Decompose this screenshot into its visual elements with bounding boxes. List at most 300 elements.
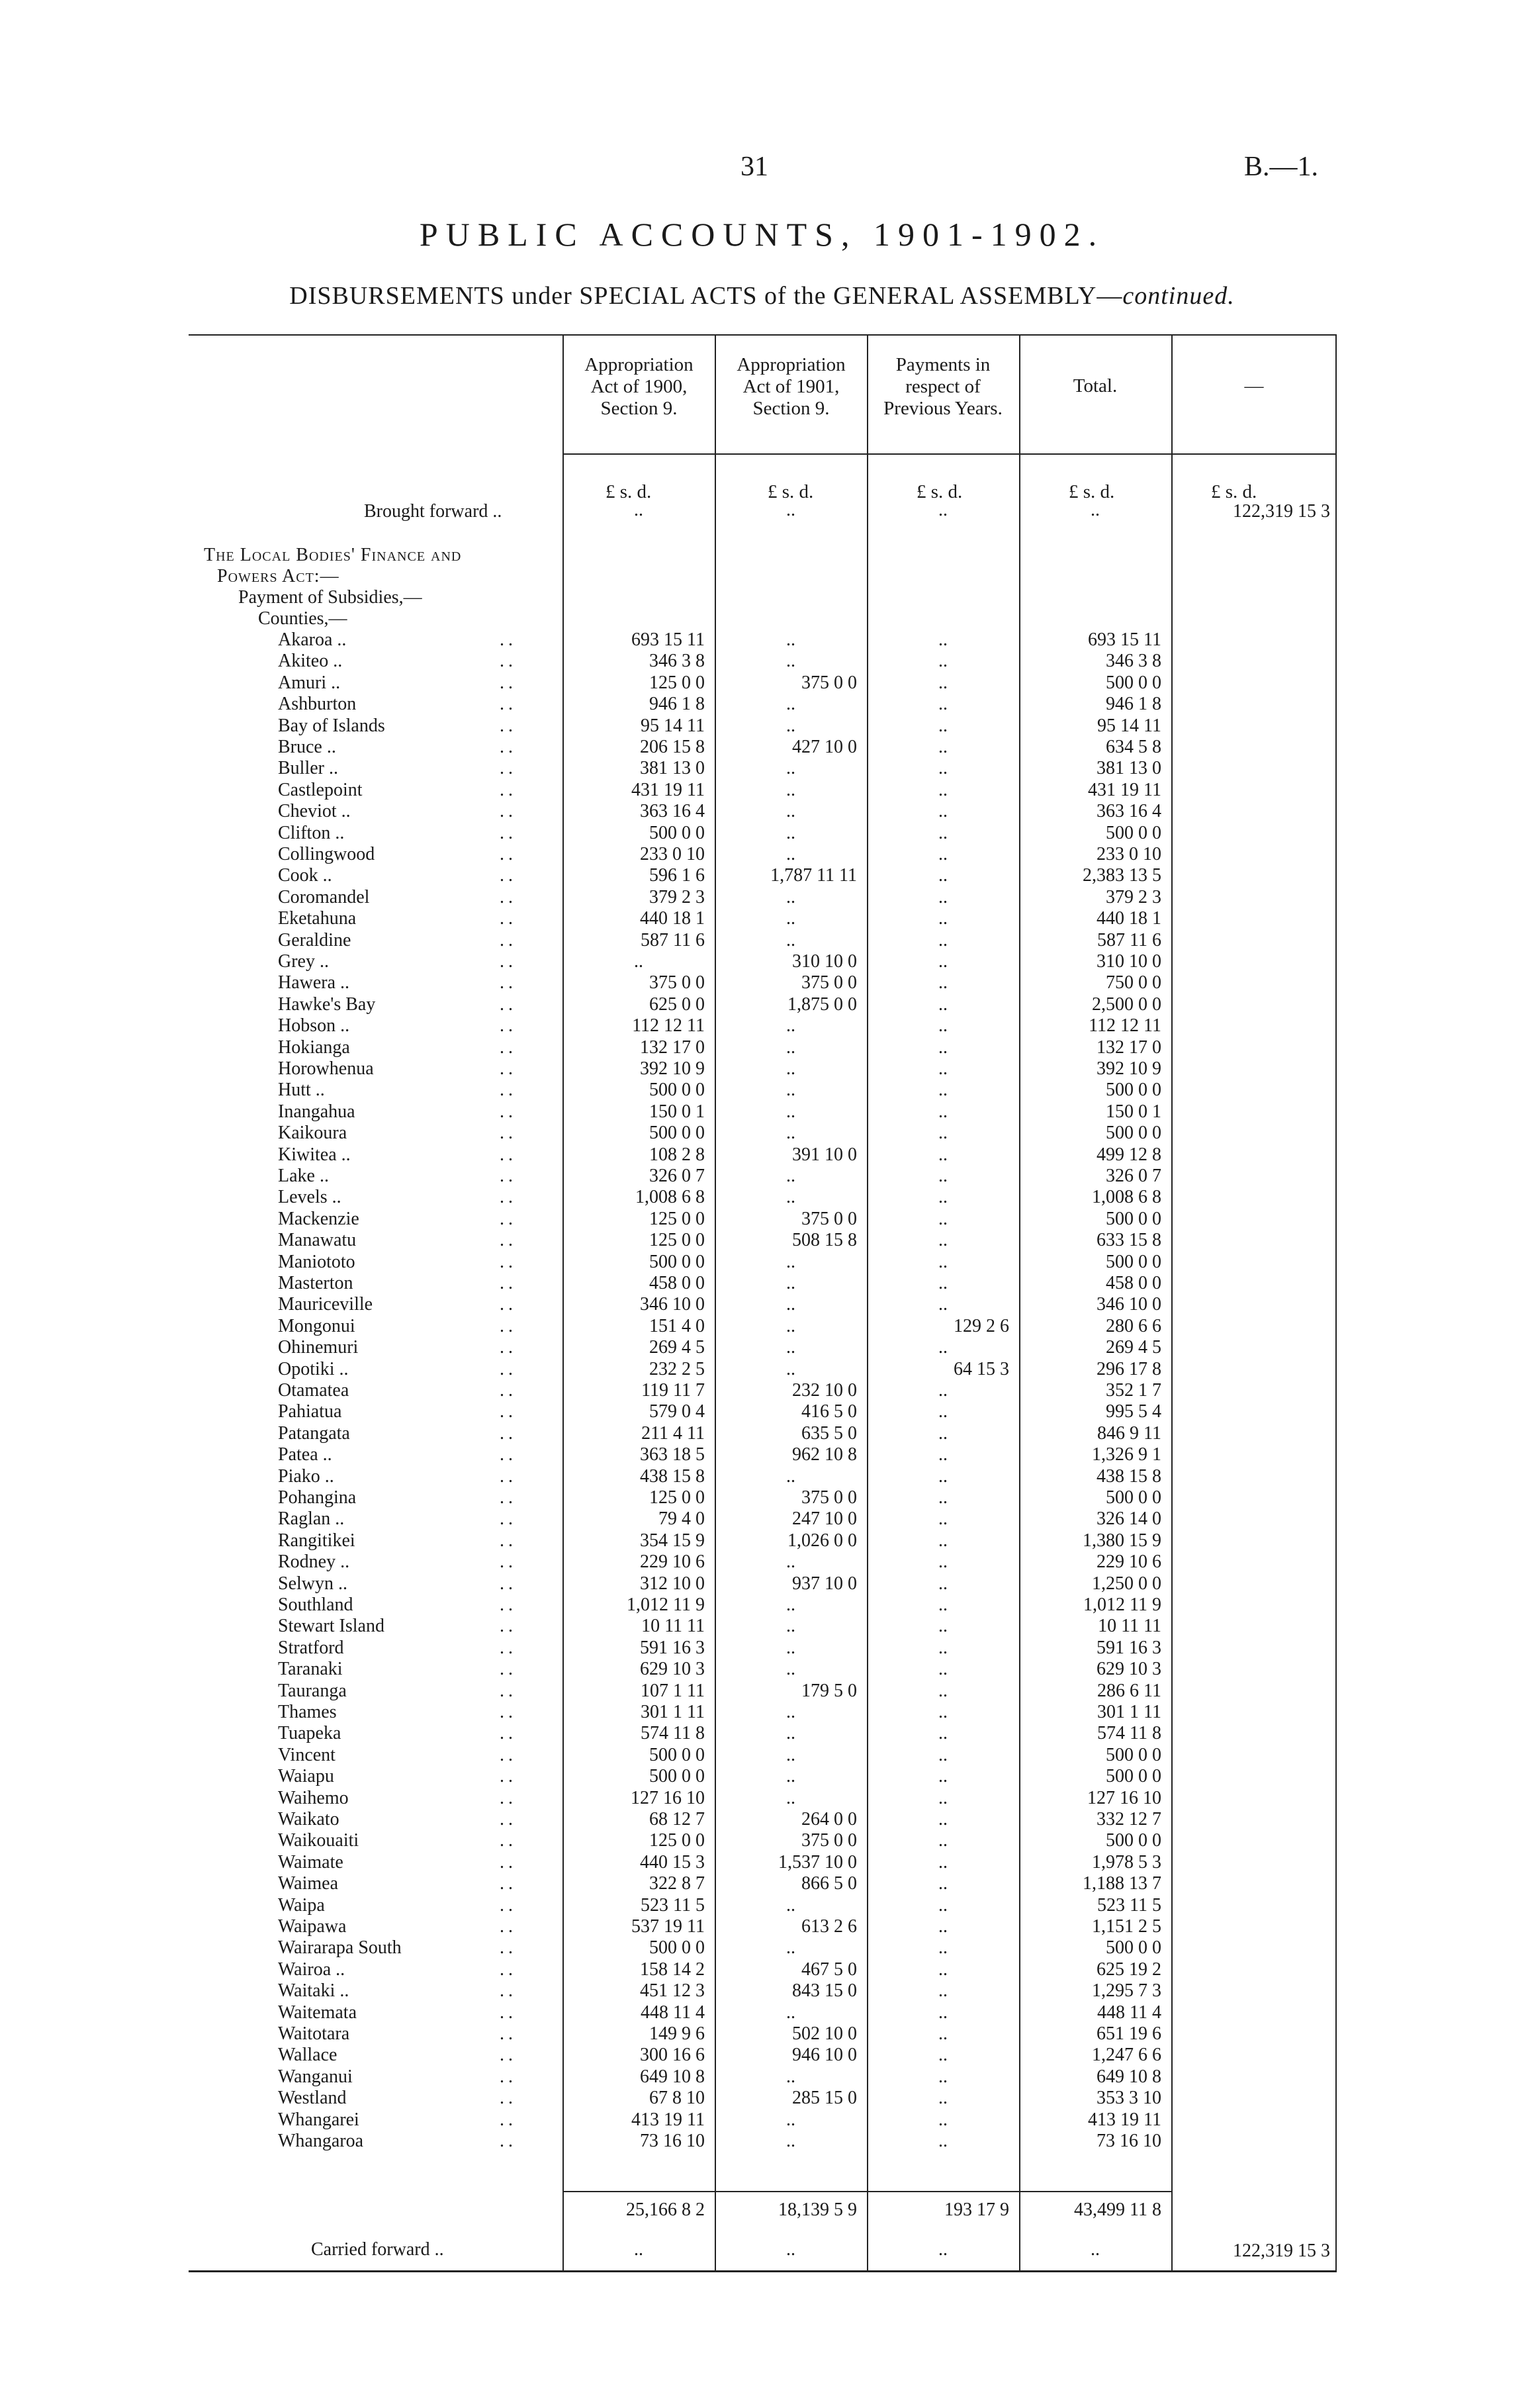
leader-dots: .. bbox=[500, 694, 517, 714]
total-amount: 1,012 11 9 bbox=[1083, 1595, 1161, 1615]
previous-years-amount: .. bbox=[938, 1058, 948, 1079]
leader-dots: .. bbox=[500, 1702, 517, 1722]
header-rule bbox=[562, 453, 1337, 455]
county-name: Otamatea bbox=[278, 1380, 349, 1401]
leader-dots: .. bbox=[500, 1830, 517, 1851]
total-act-1900: 25,166 8 2 bbox=[626, 2200, 705, 2220]
previous-years-amount: .. bbox=[938, 1723, 948, 1743]
act-1901-amount: .. bbox=[786, 1766, 795, 1786]
act-1900-amount: 269 4 5 bbox=[649, 1337, 705, 1358]
unit-label-col4: £ s. d. bbox=[1069, 481, 1115, 502]
previous-years-amount: .. bbox=[938, 994, 948, 1015]
total-amount: 1,250 0 0 bbox=[1092, 1573, 1161, 1594]
leader-dots: .. bbox=[500, 1852, 517, 1873]
act-1901-amount: .. bbox=[786, 1895, 795, 1916]
total-amount: 286 6 11 bbox=[1097, 1681, 1161, 1701]
leader-dots: .. bbox=[500, 1144, 517, 1165]
leader-dots: .. bbox=[500, 1230, 517, 1250]
leader-dots: .. bbox=[500, 1788, 517, 1808]
act-1900-amount: 79 4 0 bbox=[658, 1508, 705, 1529]
county-name: Castlepoint bbox=[278, 780, 363, 800]
act-1901-amount: .. bbox=[786, 930, 795, 950]
total-amount: 1,008 6 8 bbox=[1092, 1187, 1161, 1207]
county-name: Amuri .. bbox=[278, 672, 341, 693]
act-1900-amount: 119 11 7 bbox=[641, 1380, 705, 1401]
act-1901-amount: .. bbox=[786, 1359, 795, 1379]
column-rule-6 bbox=[1335, 334, 1337, 2270]
previous-years-amount: .. bbox=[938, 1916, 948, 1937]
act-1900-amount: .. bbox=[634, 951, 643, 972]
total-amount: 363 16 4 bbox=[1097, 801, 1161, 821]
total-amount: 280 6 6 bbox=[1106, 1316, 1161, 1336]
previous-years-amount: .. bbox=[938, 2131, 948, 2151]
leader-dots: .. bbox=[500, 1444, 517, 1465]
total-amount: 2,500 0 0 bbox=[1092, 994, 1161, 1015]
county-name: Mauriceville bbox=[278, 1294, 373, 1315]
act-1901-amount: .. bbox=[786, 801, 795, 821]
leader-dots: .. bbox=[500, 823, 517, 843]
leader-dots: .. bbox=[500, 2066, 517, 2087]
act-1901-amount: 375 0 0 bbox=[801, 1830, 857, 1851]
act-1900-amount: 629 10 3 bbox=[640, 1659, 705, 1679]
leader-dots: .. bbox=[500, 1551, 517, 1572]
total-amount: 352 1 7 bbox=[1106, 1380, 1161, 1401]
act-1901-amount: .. bbox=[786, 1058, 795, 1079]
leader-dots: .. bbox=[500, 1659, 517, 1679]
previous-years-amount: .. bbox=[938, 1745, 948, 1765]
act-1900-amount: 67 8 10 bbox=[649, 2088, 705, 2108]
county-name: Hawke's Bay bbox=[278, 994, 376, 1015]
county-name: Ohinemuri bbox=[278, 1337, 359, 1358]
act-1901-amount: .. bbox=[786, 1723, 795, 1743]
total-amount: 500 0 0 bbox=[1106, 1252, 1161, 1272]
act-1900-amount: 500 0 0 bbox=[649, 1123, 705, 1143]
total-amount: 229 10 6 bbox=[1097, 1551, 1161, 1572]
page-title: PUBLIC ACCOUNTS, 1901-1902. bbox=[419, 216, 1105, 253]
leader-dots: .. bbox=[500, 1380, 517, 1401]
act-1901-amount: 375 0 0 bbox=[801, 672, 857, 693]
leader-dots: .. bbox=[500, 1959, 517, 1980]
total-amount: 1,326 9 1 bbox=[1092, 1444, 1161, 1465]
total-amount: 1,380 15 9 bbox=[1083, 1530, 1161, 1551]
previous-years-amount: .. bbox=[938, 1166, 948, 1186]
act-1901-amount: .. bbox=[786, 1551, 795, 1572]
act-1901-amount: 962 10 8 bbox=[792, 1444, 857, 1465]
unit-label-col3: £ s. d. bbox=[917, 481, 963, 502]
county-name: Clifton .. bbox=[278, 823, 345, 843]
unit-label-col2: £ s. d. bbox=[768, 481, 814, 502]
county-name: Inangahua bbox=[278, 1101, 355, 1122]
leader-dots: .. bbox=[500, 865, 517, 886]
act-1900-amount: 125 0 0 bbox=[649, 1487, 705, 1508]
act-1900-amount: 73 16 10 bbox=[640, 2131, 705, 2151]
act-1900-amount: 440 15 3 bbox=[640, 1852, 705, 1873]
county-name: Vincent bbox=[278, 1745, 336, 1765]
leader-dots: .. bbox=[500, 1359, 517, 1379]
leader-dots: .. bbox=[500, 1037, 517, 1058]
county-name: Ashburton bbox=[278, 694, 357, 714]
act-1900-amount: 523 11 5 bbox=[641, 1895, 705, 1916]
previous-years-amount: .. bbox=[938, 1252, 948, 1272]
county-name: Tauranga bbox=[278, 1681, 347, 1701]
leader-dots: .. bbox=[500, 1252, 517, 1272]
total-amount: 500 0 0 bbox=[1106, 1937, 1161, 1958]
act-1900-amount: 312 10 0 bbox=[640, 1573, 705, 1594]
previous-years-amount: .. bbox=[938, 1423, 948, 1444]
leader-dots: .. bbox=[500, 1809, 517, 1829]
act-1901-amount: .. bbox=[786, 1015, 795, 1036]
total-amount: 381 13 0 bbox=[1097, 758, 1161, 778]
leader-dots: .. bbox=[500, 1980, 517, 2001]
total-amount: 440 18 1 bbox=[1097, 908, 1161, 929]
previous-years-amount: .. bbox=[938, 1895, 948, 1916]
county-name: Opotiki .. bbox=[278, 1359, 349, 1379]
county-name: Patangata bbox=[278, 1423, 350, 1444]
previous-years-amount: .. bbox=[938, 1702, 948, 1722]
county-name: Hokianga bbox=[278, 1037, 350, 1058]
total-amount: 649 10 8 bbox=[1097, 2066, 1161, 2087]
total-grand: 43,499 11 8 bbox=[1074, 2200, 1161, 2220]
county-name: Kiwitea .. bbox=[278, 1144, 351, 1165]
county-name: Waitemata bbox=[278, 2002, 357, 2023]
act-1901-amount: .. bbox=[786, 908, 795, 929]
disbursements-table bbox=[189, 334, 1337, 2274]
previous-years-amount: .. bbox=[938, 1015, 948, 1036]
total-amount: 499 12 8 bbox=[1097, 1144, 1161, 1165]
previous-years-amount: .. bbox=[938, 2023, 948, 2044]
act-1901-amount: 264 0 0 bbox=[801, 1809, 857, 1829]
county-name: Rodney .. bbox=[278, 1551, 350, 1572]
act-1901-amount: .. bbox=[786, 1080, 795, 1100]
previous-years-amount: .. bbox=[938, 1852, 948, 1873]
act-1900-amount: 413 19 11 bbox=[631, 2109, 705, 2130]
county-name: Coromandel bbox=[278, 887, 370, 907]
carried-forward-placeholder-1: .. bbox=[634, 2239, 643, 2260]
counties-heading: Counties,— bbox=[258, 608, 347, 629]
brought-forward-placeholder-4: .. bbox=[1091, 500, 1100, 520]
leader-dots: .. bbox=[500, 716, 517, 736]
act-1900-amount: 448 11 4 bbox=[641, 2002, 705, 2023]
previous-years-amount: .. bbox=[938, 1209, 948, 1229]
total-amount: 346 10 0 bbox=[1097, 1294, 1161, 1315]
total-amount: 500 0 0 bbox=[1106, 672, 1161, 693]
total-amount: 326 0 7 bbox=[1106, 1166, 1161, 1186]
unit-label-col5: £ s. d. bbox=[1211, 481, 1257, 502]
previous-years-amount: .. bbox=[938, 1187, 948, 1207]
total-amount: 500 0 0 bbox=[1106, 823, 1161, 843]
previous-years-amount: .. bbox=[938, 1788, 948, 1808]
act-1901-amount: .. bbox=[786, 651, 795, 671]
total-amount: 326 14 0 bbox=[1097, 1508, 1161, 1529]
total-amount: 301 1 11 bbox=[1097, 1702, 1161, 1722]
total-amount: 310 10 0 bbox=[1097, 951, 1161, 972]
leader-dots: .. bbox=[500, 1745, 517, 1765]
col-header-previous-years: Payments in respect of Previous Years. bbox=[883, 354, 1003, 419]
act-1901-amount: .. bbox=[786, 823, 795, 843]
act-1901-amount: .. bbox=[786, 716, 795, 736]
total-amount: 332 12 7 bbox=[1097, 1809, 1161, 1829]
previous-years-amount: .. bbox=[938, 865, 948, 886]
previous-years-amount: .. bbox=[938, 629, 948, 650]
act-1901-amount: .. bbox=[786, 1659, 795, 1679]
leader-dots: .. bbox=[500, 951, 517, 972]
act-1901-amount: .. bbox=[786, 1187, 795, 1207]
act-1901-amount: 508 15 8 bbox=[792, 1230, 857, 1250]
act-1901-amount: .. bbox=[786, 2066, 795, 2087]
leader-dots: .. bbox=[500, 2045, 517, 2065]
total-amount: 458 0 0 bbox=[1106, 1273, 1161, 1293]
leader-dots: .. bbox=[500, 887, 517, 907]
carried-forward-placeholder-3: .. bbox=[938, 2239, 948, 2260]
leader-dots: .. bbox=[500, 1895, 517, 1916]
previous-years-amount: 129 2 6 bbox=[954, 1316, 1009, 1336]
act-1900-amount: 346 3 8 bbox=[649, 651, 705, 671]
total-amount: 127 16 10 bbox=[1087, 1788, 1161, 1808]
total-amount: 750 0 0 bbox=[1106, 972, 1161, 993]
county-name: Bay of Islands bbox=[278, 716, 385, 736]
county-name: Rangitikei bbox=[278, 1530, 355, 1551]
act-1900-amount: 301 1 11 bbox=[641, 1702, 705, 1722]
previous-years-amount: .. bbox=[938, 1101, 948, 1122]
act-1900-amount: 591 16 3 bbox=[640, 1638, 705, 1658]
act-1900-amount: 211 4 11 bbox=[641, 1423, 705, 1444]
county-name: Hutt .. bbox=[278, 1080, 325, 1100]
previous-years-amount: .. bbox=[938, 1230, 948, 1250]
table-top-rule bbox=[189, 334, 1337, 336]
total-amount: 500 0 0 bbox=[1106, 1080, 1161, 1100]
county-name: Stratford bbox=[278, 1638, 344, 1658]
total-amount: 1,151 2 5 bbox=[1092, 1916, 1161, 1937]
act-1901-amount: 285 15 0 bbox=[792, 2088, 857, 2108]
leader-dots: .. bbox=[500, 672, 517, 693]
previous-years-amount: .. bbox=[938, 2045, 948, 2065]
act-1901-amount: 391 10 0 bbox=[792, 1144, 857, 1165]
county-name: Akaroa .. bbox=[278, 629, 347, 650]
act-1900-amount: 132 17 0 bbox=[640, 1037, 705, 1058]
act-1900-amount: 10 11 11 bbox=[641, 1616, 705, 1636]
act-1901-amount: 179 5 0 bbox=[801, 1681, 857, 1701]
county-name: Collingwood bbox=[278, 844, 375, 864]
act-1901-amount: 946 10 0 bbox=[792, 2045, 857, 2065]
leader-dots: .. bbox=[500, 780, 517, 800]
leader-dots: .. bbox=[500, 2131, 517, 2151]
total-amount: 946 1 8 bbox=[1106, 694, 1161, 714]
act-1901-amount: .. bbox=[786, 1316, 795, 1336]
total-amount: 2,383 13 5 bbox=[1083, 865, 1161, 886]
county-name: Tuapeka bbox=[278, 1723, 341, 1743]
act-1900-amount: 95 14 11 bbox=[641, 716, 705, 736]
leader-dots: .. bbox=[500, 1530, 517, 1551]
act-1900-amount: 438 15 8 bbox=[640, 1466, 705, 1487]
total-amount: 500 0 0 bbox=[1106, 1745, 1161, 1765]
total-amount: 693 15 11 bbox=[1088, 629, 1161, 650]
county-name: Thames bbox=[278, 1702, 337, 1722]
act-1900-amount: 579 0 4 bbox=[649, 1401, 705, 1422]
leader-dots: .. bbox=[500, 1873, 517, 1894]
act-1901-amount: .. bbox=[786, 1466, 795, 1487]
total-amount: 438 15 8 bbox=[1097, 1466, 1161, 1487]
total-amount: 431 19 11 bbox=[1088, 780, 1161, 800]
leader-dots: .. bbox=[500, 758, 517, 778]
leader-dots: .. bbox=[500, 1209, 517, 1229]
county-name: Pohangina bbox=[278, 1487, 357, 1508]
county-name: Mongonui bbox=[278, 1316, 355, 1336]
previous-years-amount: .. bbox=[938, 1873, 948, 1894]
previous-years-amount: .. bbox=[938, 844, 948, 864]
act-1901-amount: .. bbox=[786, 1252, 795, 1272]
brought-forward-placeholder-3: .. bbox=[938, 500, 948, 520]
previous-years-amount: .. bbox=[938, 972, 948, 993]
act-1901-amount: 502 10 0 bbox=[792, 2023, 857, 2044]
act-1901-amount: 866 5 0 bbox=[801, 1873, 857, 1894]
total-amount: 651 19 6 bbox=[1097, 2023, 1161, 2044]
leader-dots: .. bbox=[500, 1487, 517, 1508]
county-name: Raglan .. bbox=[278, 1508, 345, 1529]
act-1901-amount: 375 0 0 bbox=[801, 1487, 857, 1508]
unit-label-col1: £ s. d. bbox=[605, 481, 652, 502]
county-name: Akiteo .. bbox=[278, 651, 343, 671]
county-name: Wairarapa South bbox=[278, 1937, 402, 1958]
previous-years-amount: .. bbox=[938, 1937, 948, 1958]
carried-forward-amount: 122,319 15 3 bbox=[1233, 2241, 1330, 2261]
act-1900-amount: 440 18 1 bbox=[640, 908, 705, 929]
act-1901-amount: .. bbox=[786, 780, 795, 800]
act-1901-amount: 843 15 0 bbox=[792, 1980, 857, 2001]
county-name: Waihemo bbox=[278, 1788, 349, 1808]
act-1900-amount: 125 0 0 bbox=[649, 1209, 705, 1229]
leader-dots: .. bbox=[500, 1101, 517, 1122]
act-1900-amount: 500 0 0 bbox=[649, 823, 705, 843]
leader-dots: .. bbox=[500, 1273, 517, 1293]
act-1900-amount: 946 1 8 bbox=[649, 694, 705, 714]
document-reference: B.—1. bbox=[1244, 152, 1319, 182]
previous-years-amount: 64 15 3 bbox=[954, 1359, 1009, 1379]
previous-years-amount: .. bbox=[938, 1337, 948, 1358]
act-1901-amount: .. bbox=[786, 1745, 795, 1765]
act-1901-amount: 635 5 0 bbox=[801, 1423, 857, 1444]
previous-years-amount: .. bbox=[938, 694, 948, 714]
total-amount: 629 10 3 bbox=[1097, 1659, 1161, 1679]
county-name: Eketahuna bbox=[278, 908, 357, 929]
previous-years-amount: .. bbox=[938, 1123, 948, 1143]
act-1900-amount: 158 14 2 bbox=[640, 1959, 705, 1980]
leader-dots: .. bbox=[500, 930, 517, 950]
county-name: Waimate bbox=[278, 1852, 343, 1873]
leader-dots: .. bbox=[500, 1015, 517, 1036]
total-amount: 591 16 3 bbox=[1097, 1638, 1161, 1658]
leader-dots: .. bbox=[500, 1423, 517, 1444]
act-1900-amount: 500 0 0 bbox=[649, 1766, 705, 1786]
county-name: Horowhenua bbox=[278, 1058, 374, 1079]
county-name: Cook .. bbox=[278, 865, 332, 886]
act-1900-amount: 150 0 1 bbox=[649, 1101, 705, 1122]
county-name: Whangaroa bbox=[278, 2131, 364, 2151]
leader-dots: .. bbox=[500, 1401, 517, 1422]
previous-years-amount: .. bbox=[938, 1595, 948, 1615]
leader-dots: .. bbox=[500, 1316, 517, 1336]
county-name: Waipawa bbox=[278, 1916, 347, 1937]
carried-forward-label: Carried forward .. bbox=[311, 2239, 444, 2260]
previous-years-amount: .. bbox=[938, 2002, 948, 2023]
col-header-act-1900: Appropriation Act of 1900, Section 9. bbox=[584, 354, 694, 419]
total-amount: 296 17 8 bbox=[1097, 1359, 1161, 1379]
total-amount: 995 5 4 bbox=[1106, 1401, 1161, 1422]
act-1901-amount: .. bbox=[786, 2109, 795, 2130]
county-name: Hobson .. bbox=[278, 1015, 350, 1036]
total-amount: 500 0 0 bbox=[1106, 1209, 1161, 1229]
county-name: Levels .. bbox=[278, 1187, 341, 1207]
act-1901-amount: 310 10 0 bbox=[792, 951, 857, 972]
total-amount: 73 16 10 bbox=[1097, 2131, 1161, 2151]
total-amount: 112 12 11 bbox=[1089, 1015, 1161, 1036]
previous-years-amount: .. bbox=[938, 951, 948, 972]
previous-years-amount: .. bbox=[938, 2109, 948, 2130]
carried-forward-placeholder-2: .. bbox=[786, 2239, 795, 2260]
act-1900-amount: 125 0 0 bbox=[649, 1830, 705, 1851]
county-name: Southland bbox=[278, 1595, 353, 1615]
total-amount: 500 0 0 bbox=[1106, 1830, 1161, 1851]
act-1900-amount: 1,008 6 8 bbox=[635, 1187, 705, 1207]
leader-dots: .. bbox=[500, 629, 517, 650]
leader-dots: .. bbox=[500, 1573, 517, 1594]
leader-dots: .. bbox=[500, 737, 517, 757]
leader-dots: .. bbox=[500, 908, 517, 929]
act-1901-amount: .. bbox=[786, 2002, 795, 2023]
leader-dots: .. bbox=[500, 1166, 517, 1186]
act-1900-amount: 693 15 11 bbox=[631, 629, 705, 650]
act-1901-amount: 247 10 0 bbox=[792, 1508, 857, 1529]
county-name: Waikato bbox=[278, 1809, 339, 1829]
page-number: 31 bbox=[740, 152, 768, 182]
act-1900-amount: 379 2 3 bbox=[649, 887, 705, 907]
total-amount: 574 11 8 bbox=[1097, 1723, 1161, 1743]
total-amount: 1,188 13 7 bbox=[1083, 1873, 1161, 1894]
total-amount: 132 17 0 bbox=[1097, 1037, 1161, 1058]
act-1900-amount: 392 10 9 bbox=[640, 1058, 705, 1079]
act-1900-amount: 458 0 0 bbox=[649, 1273, 705, 1293]
act-heading-line1: The Local Bodies' Finance and bbox=[204, 545, 462, 565]
act-1900-amount: 500 0 0 bbox=[649, 1252, 705, 1272]
act-1900-amount: 649 10 8 bbox=[640, 2066, 705, 2087]
county-name: Whangarei bbox=[278, 2109, 359, 2130]
brought-forward-amount: 122,319 15 3 bbox=[1233, 501, 1330, 522]
previous-years-amount: .. bbox=[938, 930, 948, 950]
act-1900-amount: 587 11 6 bbox=[641, 930, 705, 950]
previous-years-amount: .. bbox=[938, 1487, 948, 1508]
leader-dots: .. bbox=[500, 1187, 517, 1207]
county-name: Buller .. bbox=[278, 758, 338, 778]
previous-years-amount: .. bbox=[938, 672, 948, 693]
leader-dots: .. bbox=[500, 1080, 517, 1100]
act-1901-amount: .. bbox=[786, 1337, 795, 1358]
previous-years-amount: .. bbox=[938, 1294, 948, 1315]
county-name: Pahiatua bbox=[278, 1401, 342, 1422]
total-amount: 95 14 11 bbox=[1097, 716, 1161, 736]
act-1900-amount: 229 10 6 bbox=[640, 1551, 705, 1572]
act-1900-amount: 232 2 5 bbox=[649, 1359, 705, 1379]
county-name: Bruce .. bbox=[278, 737, 336, 757]
total-amount: 1,247 6 6 bbox=[1092, 2045, 1161, 2065]
brought-forward-placeholder-1: .. bbox=[634, 500, 643, 520]
brought-forward-label: Brought forward .. bbox=[364, 501, 502, 522]
act-1901-amount: .. bbox=[786, 1123, 795, 1143]
total-amount: 413 19 11 bbox=[1088, 2109, 1161, 2130]
brought-forward-placeholder-2: .. bbox=[786, 500, 795, 520]
column-rule-4 bbox=[1019, 334, 1020, 2270]
county-name: Manawatu bbox=[278, 1230, 357, 1250]
leader-dots: .. bbox=[500, 1916, 517, 1937]
total-amount: 392 10 9 bbox=[1097, 1058, 1161, 1079]
